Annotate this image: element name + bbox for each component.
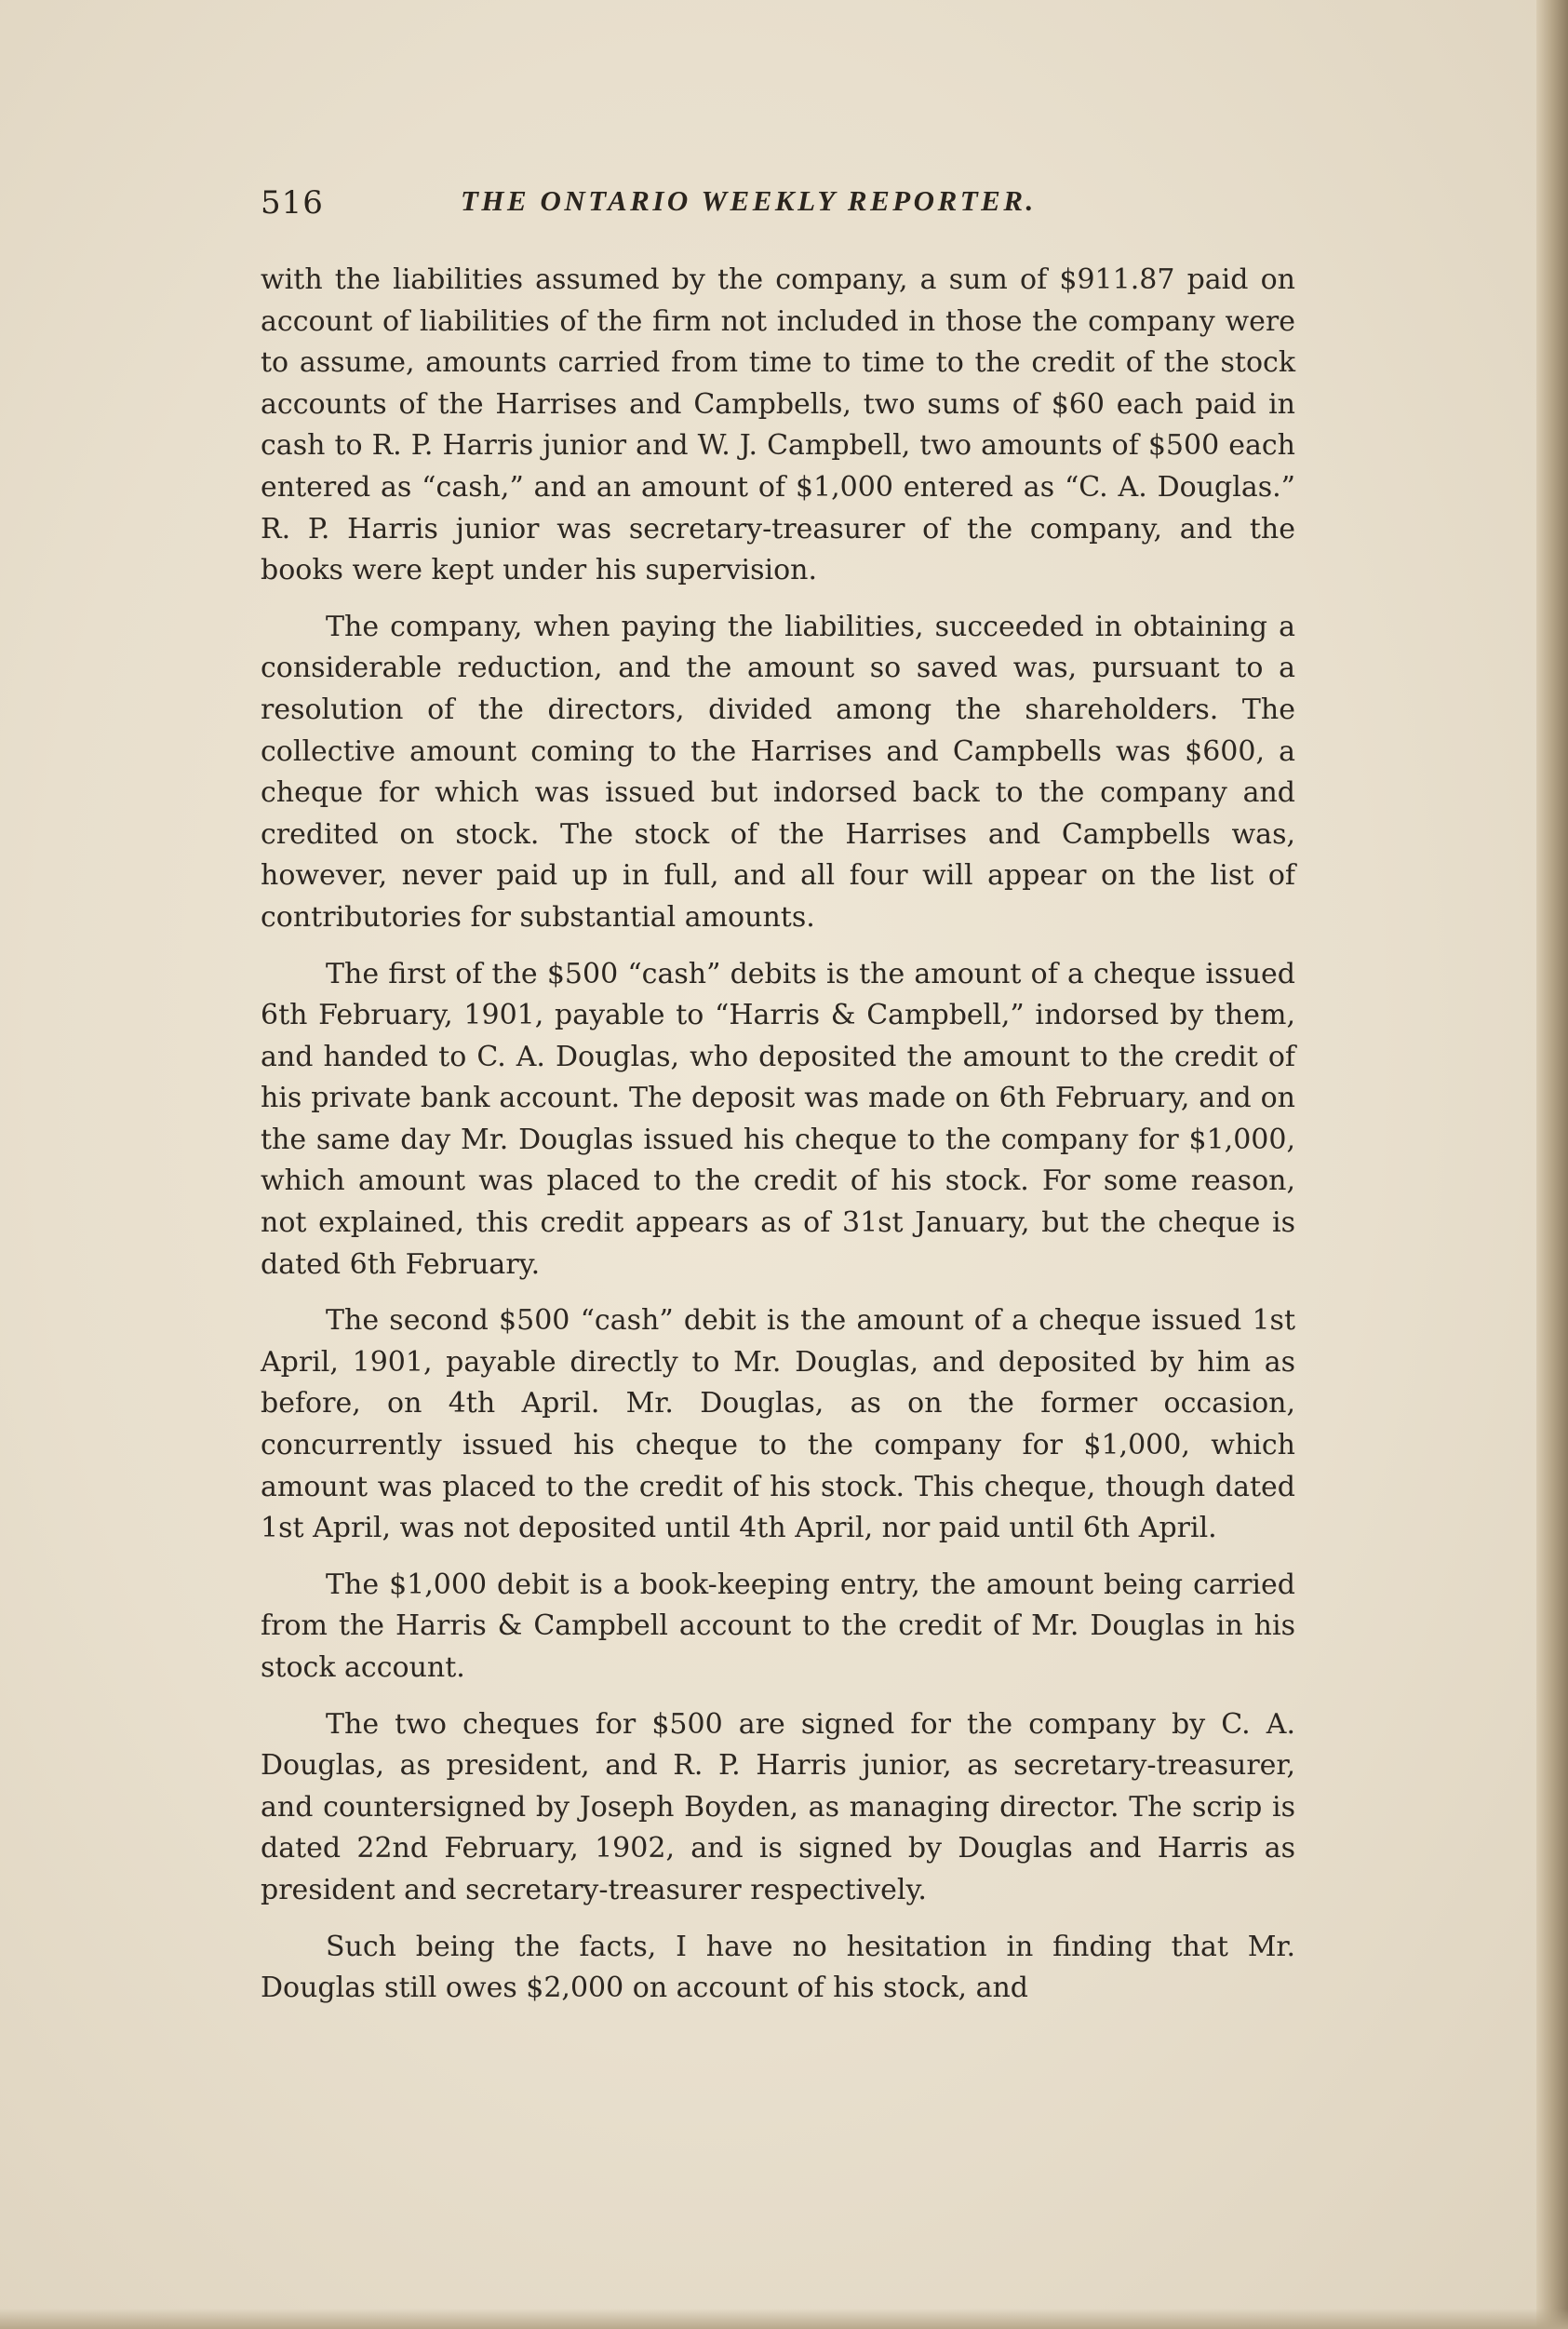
body-text: [261, 260, 1295, 2010]
paragraph-continued: with the liabilities assumed by the company, a sum of $911.87 paid on account of liabilities of the firm not included in those the company were to assume, amounts carried from time to time to the credit of the stock accounts of the Harrises and Campbells, two sums of $60 each paid in cash to R. P. Harris junior and W. J. Campbell, two amounts of $500 each entered as “cash,” and an amount of $1,000 entered as “C. A. Douglas.” R. P. Harris junior was secretary-treasurer of the company, and the books were kept under his supervision.: [261, 263, 1295, 587]
page-bottom-edge: [0, 2309, 1568, 2329]
running-title: THE ONTARIO WEEKLY REPORTER.: [461, 184, 1037, 217]
binding-edge: [1536, 0, 1568, 2329]
paragraph: Such being the facts, I have no hesitation in finding that Mr. Douglas still owes $2,000 on account of his stock, and: [261, 1930, 1295, 2005]
paragraph: The $1,000 debit is a book-keeping entry, the amount being carried from the Harris & Campbell account to the credit of Mr. Douglas in his stock account.: [261, 1568, 1295, 1684]
paragraph: The two cheques for $500 are signed for the company by C. A. Douglas, as president, and R. P. Harris junior, as secretary-treasurer, and countersigned by Joseph Boyden, as managing director. The scrip is dated 22nd February, 1902, and is signed by Douglas and Harris as president and secretary-treasurer respectively.: [261, 1707, 1295, 1906]
paragraph: The company, when paying the liabilities, succeeded in obtaining a considerable reduction, and the amount so saved was, pursuant to a resolution of the directors, divided among the shareholders. The collective amount coming to the Harrises and Campbells was $600, a cheque for which was issued but indorsed back to the company and credited on stock. The stock of the Harrises and Campbells was, however, never paid up in full, and all four will appear on the list of contributories for substantial amounts.: [261, 610, 1295, 934]
paragraph: The first of the $500 “cash” debits is the amount of a cheque issued 6th February, 1901, payable to “Harris & Campbell,” indorsed by them, and handed to C. A. Douglas, who deposited the amount to the credit of his private bank account. The deposit was made on 6th February, and on the same day Mr. Douglas issued his cheque to the company for $1,000, which amount was placed to the credit of his stock. For some reason, not explained, this credit appears as of 31st January, but the cheque is dated 6th February.: [261, 957, 1295, 1281]
paragraph: The second $500 “cash” debit is the amount of a cheque issued 1st April, 1901, payable directly to Mr. Douglas, and deposited by him as before, on 4th April. Mr. Douglas, as on the former occasion, concurrently issued his cheque to the company for $1,000, which amount was placed to the credit of his stock. This cheque, though dated 1st April, was not deposited until 4th April, nor paid until 6th April.: [261, 1304, 1295, 1545]
page-header: [261, 184, 1321, 231]
page-number: 516: [261, 184, 324, 222]
